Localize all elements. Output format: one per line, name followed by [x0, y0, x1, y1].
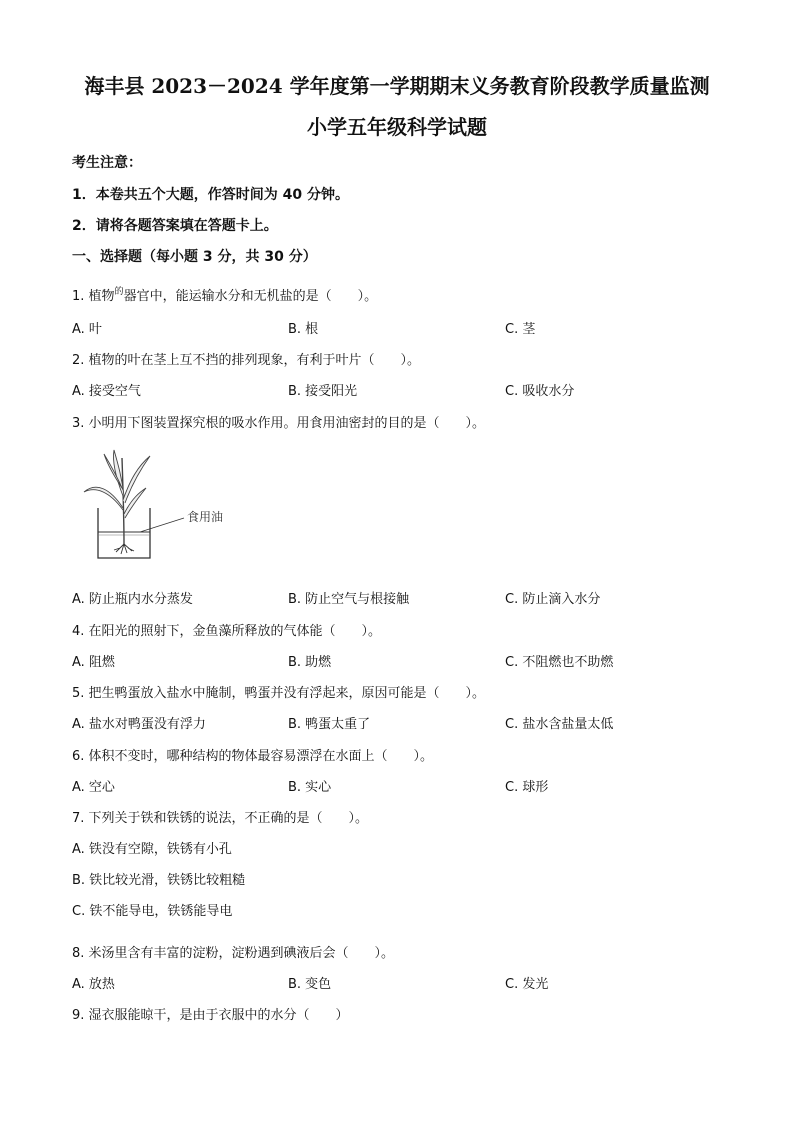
question-4-option-c: C. 不阻燃也不助燃: [505, 655, 614, 670]
question-3-stem: 3. 小明用下图装置探究根的吸水作用。用食用油密封的目的是（ ）。: [72, 416, 486, 431]
notice-heading: 考生注意：: [72, 155, 142, 171]
notice-item-1: 1．本卷共五个大题，作答时间为 40 分钟。: [72, 187, 349, 203]
figure-roots: [114, 544, 134, 554]
question-3-option-a: A. 防止瓶内水分蒸发: [72, 592, 193, 607]
question-1-option-a: A. 叶: [72, 322, 102, 337]
question-2-stem: 2. 植物的叶在茎上互不挡的排列现象，有利于叶片（ ）。: [72, 353, 421, 368]
question-5-option-a: A. 盐水对鸭蛋没有浮力: [72, 717, 206, 732]
question-6-option-a: A. 空心: [72, 780, 115, 795]
exam-title: 海丰县 2023－2024 学年度第一学期期末义务教育阶段教学质量监测: [84, 74, 710, 98]
question-5-option-c: C. 盐水含盐量太低: [505, 717, 614, 732]
exam-subtitle: 小学五年级科学试题: [307, 115, 487, 139]
question-9-stem: 9. 湿衣服能晾干，是由于衣服中的水分（ ）: [72, 1008, 349, 1023]
question-7-stem: 7. 下列关于铁和铁锈的说法，不正确的是（ ）。: [72, 811, 369, 826]
question-6-option-c: C. 球形: [505, 780, 549, 795]
question-1-stem-a: 1. 植物: [72, 289, 115, 304]
question-3-option-c: C. 防止滴入水分: [505, 592, 601, 607]
question-4-option-a: A. 阻燃: [72, 655, 115, 670]
section-heading: 一、选择题（每小题 3 分，共 30 分）: [72, 249, 317, 265]
root-absorption-figure: [80, 448, 270, 568]
question-1-option-b: B. 根: [288, 322, 319, 337]
question-8-option-b: B. 变色: [288, 977, 332, 992]
question-3-option-b: B. 防止空气与根接触: [288, 592, 410, 607]
question-8-stem: 8. 米汤里含有丰富的淀粉，淀粉遇到碘液后会（ ）。: [72, 946, 395, 961]
question-8-option-c: C. 发光: [505, 977, 549, 992]
question-4-stem: 4. 在阳光的照射下，金鱼藻所释放的气体能（ ）。: [72, 624, 382, 639]
question-1-stem: [72, 285, 377, 304]
question-8-option-a: A. 放热: [72, 977, 115, 992]
question-5-option-b: B. 鸭蛋太重了: [288, 717, 371, 732]
figure-label-oil: 食用油: [187, 510, 224, 524]
question-2-option-a: A. 接受空气: [72, 384, 141, 399]
figure-leaf: [84, 487, 123, 510]
question-1-option-c: C. 茎: [505, 322, 536, 337]
question-2-option-c: C. 吸收水分: [505, 384, 575, 399]
question-2-option-b: B. 接受阳光: [288, 384, 358, 399]
question-7-option-a: A. 铁没有空隙，铁锈有小孔: [72, 842, 232, 857]
figure-label-leader: [140, 518, 184, 532]
question-6-stem: 6. 体积不变时，哪种结构的物体最容易漂浮在水面上（ ）。: [72, 749, 434, 764]
notice-item-2: 2．请将各题答案填在答题卡上。: [72, 218, 278, 234]
question-7-option-b: B. 铁比较光滑，铁锈比较粗糙: [72, 873, 246, 888]
question-5-stem: 5. 把生鸭蛋放入盐水中腌制，鸭蛋并没有浮起来，原因可能是（ ）。: [72, 686, 486, 701]
question-1-stem-b: 器官中，能运输水分和无机盐的是（ ）。: [123, 289, 378, 304]
question-1-stem-sup: 的: [114, 287, 124, 297]
question-4-option-b: B. 助燃: [288, 655, 332, 670]
question-7-option-c: C. 铁不能导电，铁锈能导电: [72, 904, 233, 919]
question-6-option-b: B. 实心: [288, 780, 332, 795]
